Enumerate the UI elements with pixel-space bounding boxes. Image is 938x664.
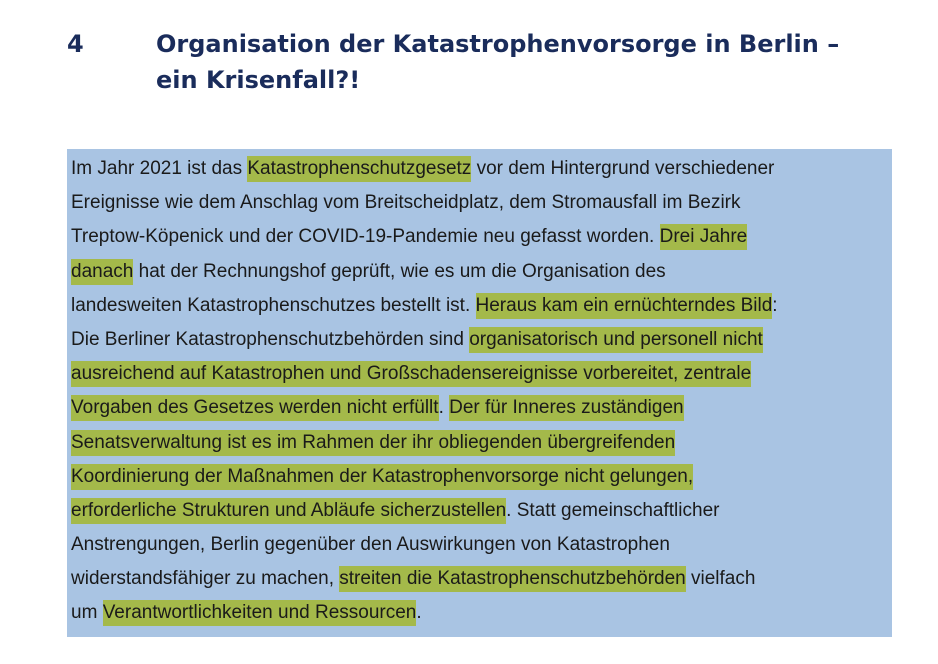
text-segment: Treptow-Köpenick und der COVID-19-Pandemie neu gefasst worden.	[71, 226, 660, 248]
text-segment: widerstandsfähiger zu machen,	[71, 568, 340, 590]
text-segment: landesweiten Katastrophenschutzes bestellt ist.	[71, 294, 476, 316]
text-line	[71, 255, 891, 289]
text-segment: vor dem Hintergrund verschiedener	[471, 158, 775, 179]
highlighted-text: danach	[71, 259, 133, 285]
highlighted-text: erforderliche Strukturen und Abläufe sicherzustellen	[71, 498, 506, 524]
text-segment: . Statt gemeinschaftlicher	[506, 499, 720, 521]
text-line	[71, 186, 891, 220]
text-line	[71, 357, 891, 391]
text-segment: .	[416, 602, 422, 624]
text-segment: Ereignisse wie dem Anschlag vom Breitscheidplatz, dem Stromausfall im Bezirk	[71, 192, 741, 214]
text-line	[71, 596, 891, 630]
highlighted-text: Vorgaben des Gesetzes werden nicht erfüllt	[71, 395, 439, 421]
text-line	[71, 289, 891, 323]
text-segment: :	[772, 294, 778, 316]
text-line	[71, 152, 891, 186]
text-segment: Die Berliner Katastrophenschutzbehörden sind	[71, 328, 470, 350]
highlighted-text: streiten die Katastrophenschutzbehörden	[339, 566, 685, 592]
text-segment: Im Jahr 2021 ist das	[71, 158, 248, 179]
highlighted-text: Der für Inneres zuständigen	[449, 395, 683, 421]
text-segment: um	[71, 602, 103, 624]
text-line	[71, 528, 891, 562]
text-line	[71, 391, 891, 425]
text-line	[71, 460, 891, 494]
text-segment: .	[438, 397, 450, 419]
text-line	[71, 323, 891, 357]
highlighted-text: Katastrophenschutzgesetz	[247, 156, 471, 182]
highlighted-text: organisatorisch und personell nicht	[469, 327, 763, 353]
text-line	[71, 426, 891, 460]
text-line	[71, 562, 891, 596]
section-number: 4	[67, 30, 84, 58]
highlighted-text: Koordinierung der Maßnahmen der Katastrophenvorsorge nicht gelungen,	[71, 464, 693, 490]
highlighted-text: Senatsverwaltung ist es im Rahmen der ihr obliegenden übergreifenden	[71, 430, 675, 456]
text-segment: hat der Rechnungshof geprüft, wie es um die Organisation des	[133, 260, 666, 282]
section-title: Organisation der Katastrophenvorsorge in Berlin – ein Krisenfall?!	[156, 30, 840, 94]
highlighted-text: Heraus kam ein ernüchterndes Bild	[476, 293, 773, 319]
text-line	[71, 220, 891, 254]
highlighted-text: ausreichend auf Katastrophen und Großschadensereignisse vorbereitet, zentrale	[71, 361, 751, 387]
text-segment: Anstrengungen, Berlin gegenüber den Auswirkungen von Katastrophen	[71, 534, 670, 556]
highlighted-text: Drei Jahre	[660, 224, 748, 250]
highlighted-text: Verantwortlichkeiten und Ressourcen	[103, 600, 417, 626]
text-segment: vielfach	[685, 568, 756, 590]
text-line	[71, 494, 891, 528]
body-paragraph	[71, 152, 891, 631]
